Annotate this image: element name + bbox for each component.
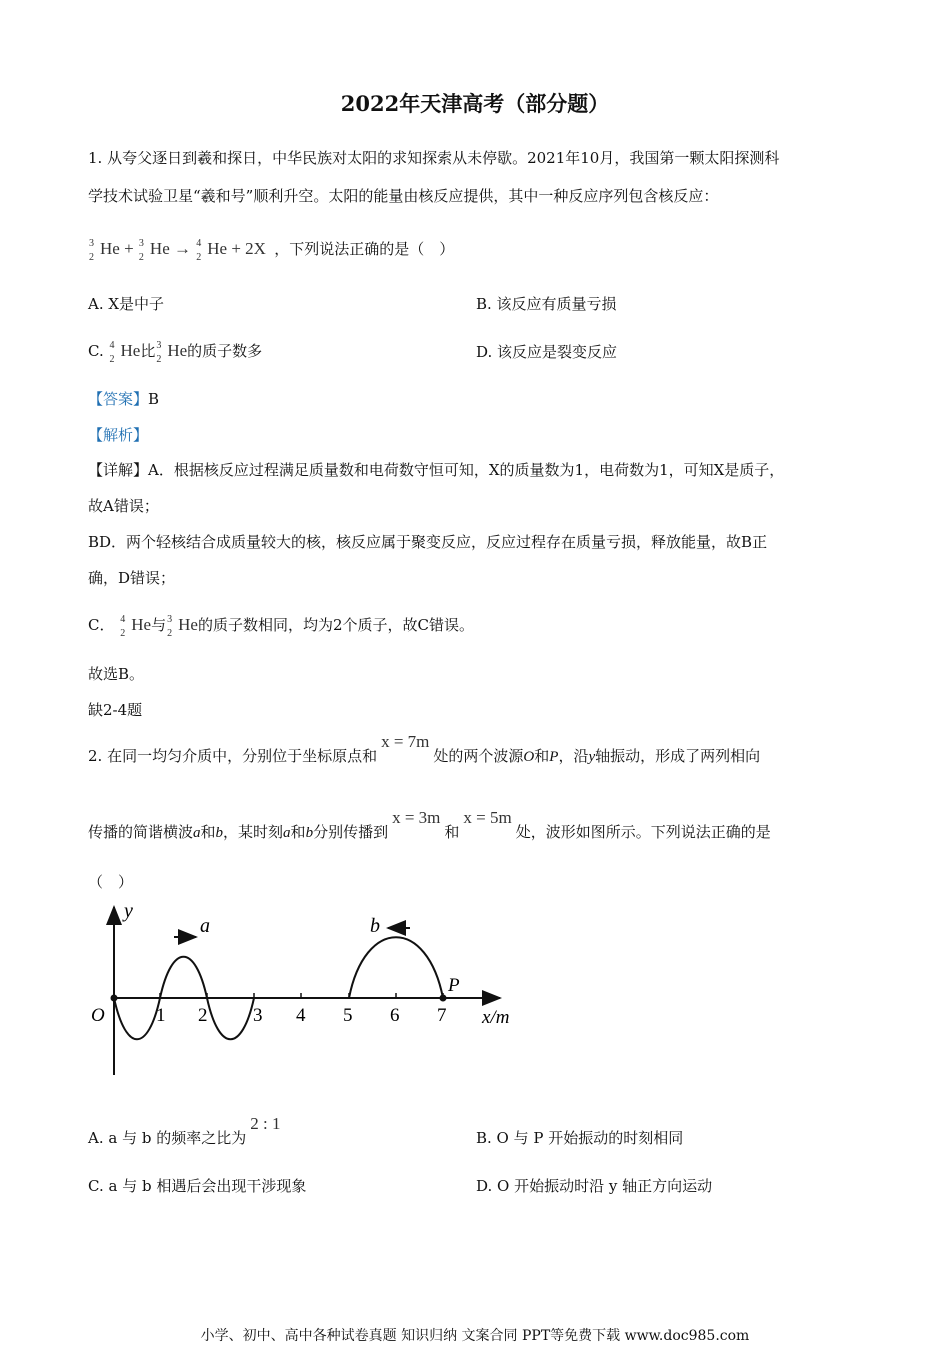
- q2-stem-line1: 2. 在同一均匀介质中，分别位于坐标原点和x = 7m处的两个波源O和P，沿y轴振动，形成了两列相向: [88, 732, 761, 765]
- missing-note: 缺2-4题: [88, 701, 143, 719]
- x-5m: x = 5m: [463, 808, 512, 827]
- origin-point: [111, 995, 118, 1002]
- q2-option-b[interactable]: B. O 与 P 开始振动的时刻相同: [476, 1129, 684, 1147]
- q2-option-a[interactable]: A. a 与 b 的频率之比为2 : 1: [88, 1114, 281, 1147]
- wave-b-curve: [349, 937, 443, 998]
- q1-stem-line1: 1. 从夸父逐日到羲和探日，中华民族对太阳的求知探索从未停歇。2021年10月，我国第一颗太阳探测科: [88, 149, 780, 167]
- q2-stem-line2: 传播的简谐横波a和b，某时刻a和b分别传播到x = 3m和x = 5m处，波形如图所示。下列说法正确的是: [88, 808, 771, 841]
- q1-equation-line: [88, 236, 455, 263]
- q2-option-d[interactable]: D. O 开始振动时沿 y 轴正方向运动: [476, 1177, 713, 1195]
- q1-stem-line2: 学技术试验卫星“羲和号”顺利升空。太阳的能量由核反应提供，其中一种反应序列包含核反应：: [88, 187, 719, 205]
- wave-b-label: b: [370, 915, 380, 937]
- q1-detail-line5: C． 4 2 He与 3 2 He的质子数相同，均为2个质子，故C错误。: [88, 614, 474, 639]
- q1-conclusion: 故选B。: [88, 665, 145, 683]
- origin-label: O: [91, 1005, 105, 1026]
- tick-label: 5: [343, 1005, 353, 1026]
- q1-detail-line1: 【详解】A．根据核反应过程满足质量数和电荷数守恒可知，X的质量数为1，电荷数为1，可知X是质子，: [88, 461, 785, 479]
- wave-a-label: a: [200, 915, 210, 937]
- analysis-tag: 【解析】: [88, 426, 149, 444]
- q1-option-b[interactable]: B. 该反应有质量亏损: [476, 295, 617, 313]
- x-7m: x = 7m: [381, 732, 430, 751]
- x-3m: x = 3m: [392, 808, 441, 827]
- answer-tag: 【答案】: [88, 390, 149, 408]
- tick-label: 1: [156, 1005, 166, 1026]
- x-label: x/m: [482, 1007, 510, 1028]
- point-p-label: P: [448, 975, 460, 996]
- q1-option-a[interactable]: A. X是中子: [88, 295, 165, 313]
- tick-label: 7: [437, 1005, 447, 1026]
- tick-label: 2: [198, 1005, 208, 1026]
- tick-labels: [156, 1005, 447, 1026]
- tick-label: 3: [253, 1005, 263, 1026]
- point-p: [440, 995, 447, 1002]
- wave-graph: [80, 895, 540, 1085]
- y-label: y: [124, 900, 133, 922]
- q1-answer: 【答案】B: [88, 390, 160, 408]
- footer-text: 小学、初中、高中各种试卷真题 知识归纳 文案合同 PPT等免费下载 www.doc985.com: [200, 1328, 750, 1344]
- q2-paren: （ ）: [88, 873, 134, 891]
- q1-detail-line4: 确，D错误；: [88, 569, 176, 587]
- q1-detail-line3: BD．两个轻核结合成质量较大的核，核反应属于聚变反应，反应过程存在质量亏损，释放能量，故B正: [88, 533, 768, 551]
- nuclear-equation: 3 2 He + 3 2 He → 4 2 He + 2X: [89, 238, 266, 263]
- q1-detail-line2: 故A错误；: [88, 497, 159, 515]
- tick-label: 4: [296, 1005, 306, 1026]
- q1-stem-after: ，下列说法正确的是（ ）: [274, 240, 455, 258]
- q1-option-c[interactable]: C. 4 2 He比 3 2 He的质子数多: [88, 340, 263, 365]
- frequency-ratio: 2 : 1: [250, 1114, 281, 1133]
- page-title: 2022年天津高考（部分题）: [340, 91, 610, 116]
- q1-option-d[interactable]: D. 该反应是裂变反应: [476, 343, 618, 361]
- q2-option-c[interactable]: C. a 与 b 相遇后会出现干涉现象: [88, 1177, 307, 1195]
- tick-label: 6: [390, 1005, 400, 1026]
